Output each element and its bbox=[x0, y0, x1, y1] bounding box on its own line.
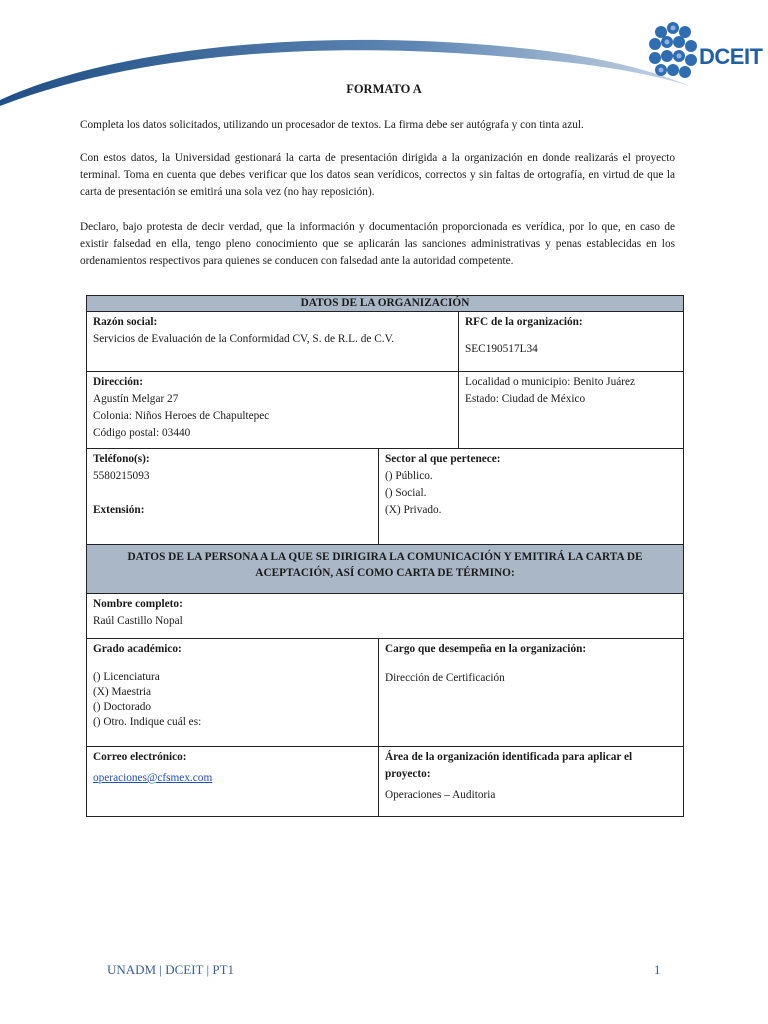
cargo-label: Cargo que desempeña en la organización: bbox=[385, 643, 587, 655]
sector-option-publico[interactable]: () Público. bbox=[385, 470, 433, 482]
document-title: FORMATO A bbox=[346, 82, 422, 96]
nombre-cell[interactable] bbox=[87, 594, 684, 639]
telefono-label: Teléfono(s): bbox=[93, 453, 150, 465]
localidad-cell[interactable] bbox=[459, 372, 684, 449]
intro-paragraph-3: Declaro, bajo protesta de decir verdad, que la información y documentación proporcionada es verídica, por lo que, en caso de existir falsedad en ella, tengo pleno conocimiento que se aplicarán las sanciones administrativas y penas establecidas en los ordenamientos respectivos para quienes se conducen con falsedad ante la autoridad competente. bbox=[80, 221, 675, 267]
cargo-value: Dirección de Certificación bbox=[385, 672, 505, 684]
cargo-cell[interactable] bbox=[379, 639, 684, 747]
correo-label: Correo electrónico: bbox=[93, 751, 187, 763]
grado-option-maestria[interactable]: (X) Maestria bbox=[93, 686, 152, 698]
direccion-calle: Agustín Melgar 27 bbox=[93, 393, 179, 405]
sector-option-privado[interactable]: (X) Privado. bbox=[385, 504, 442, 516]
logo-text: DCEIT bbox=[699, 44, 763, 69]
estado-value: Estado: Ciudad de México bbox=[465, 393, 586, 405]
grado-label: Grado académico: bbox=[93, 643, 182, 655]
area-value: Operaciones – Auditoria bbox=[385, 789, 496, 801]
grado-cell[interactable] bbox=[87, 639, 379, 747]
razon-social-value: Servicios de Evaluación de la Conformidad CV, S. de R.L. de C.V. bbox=[93, 333, 395, 345]
direccion-label: Dirección: bbox=[93, 376, 143, 388]
direccion-cell[interactable] bbox=[87, 372, 459, 449]
org-section-header: DATOS DE LA ORGANIZACIÓN bbox=[87, 296, 684, 312]
nombre-label: Nombre completo: bbox=[93, 598, 183, 610]
sector-label: Sector al que pertenece: bbox=[385, 453, 501, 465]
sector-cell[interactable] bbox=[379, 449, 684, 545]
correo-cell[interactable] bbox=[87, 747, 379, 817]
sector-option-social[interactable]: () Social. bbox=[385, 487, 427, 499]
extension-label: Extensión: bbox=[93, 504, 145, 516]
grado-option-licenciatura[interactable]: () Licenciatura bbox=[93, 671, 160, 683]
page-number: 1 bbox=[654, 962, 661, 977]
area-label: Área de la organización identificada para aplicar el proyecto: bbox=[385, 751, 633, 780]
rfc-label: RFC de la organización: bbox=[465, 316, 583, 328]
grado-option-doctorado[interactable]: () Doctorado bbox=[93, 701, 152, 713]
rfc-cell[interactable] bbox=[459, 312, 684, 372]
correo-link[interactable]: operaciones@cfsmex.com bbox=[93, 772, 213, 784]
intro-paragraph-1: Completa los datos solicitados, utilizando un procesador de textos. La firma debe ser autógrafa y con tinta azul. bbox=[80, 119, 584, 131]
razon-social-label: Razón social: bbox=[93, 316, 158, 328]
direccion-cp: Código postal: 03440 bbox=[93, 427, 191, 439]
form-table bbox=[86, 295, 684, 817]
telefono-cell[interactable] bbox=[87, 449, 379, 545]
area-cell[interactable] bbox=[379, 747, 684, 817]
nombre-value: Raúl Castillo Nopal bbox=[93, 615, 183, 627]
person-section-header: DATOS DE LA PERSONA A LA QUE SE DIRIGIRA LA COMUNICACIÓN Y EMITIRÁ LA CARTA DE ACEPTACIÓN, ASÍ COMO CARTA DE TÉRMINO: bbox=[87, 545, 684, 594]
intro-paragraph-2: Con estos datos, la Universidad gestionará la carta de presentación dirigida a la organización en donde realizarás el proyecto terminal. Toma en cuenta que debes verificar que los datos sean verídicos, correctos y sin faltas de ortografía, en virtud de que la carta de presentación se emitirá una sola vez (no hay reposición). bbox=[80, 152, 675, 198]
telefono-value: 5580215093 bbox=[93, 470, 150, 482]
direccion-colonia: Colonia: Niños Heroes de Chapultepec bbox=[93, 410, 270, 422]
razon-social-cell[interactable] bbox=[87, 312, 459, 372]
grado-option-otro[interactable]: () Otro. Indique cuál es: bbox=[93, 716, 202, 728]
footer-label: UNADM | DCEIT | PT1 bbox=[107, 962, 235, 977]
localidad-value: Localidad o municipio: Benito Juárez bbox=[465, 376, 636, 388]
rfc-value: SEC190517L34 bbox=[465, 343, 538, 355]
